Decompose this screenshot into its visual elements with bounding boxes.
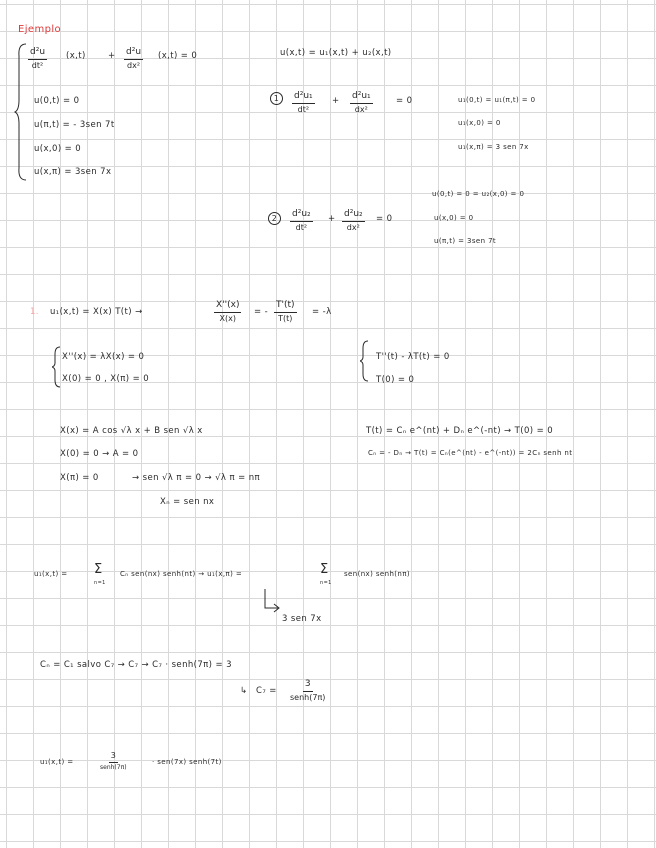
final-lhs: u₁(x,t) = <box>40 758 74 766</box>
coefficient-c7-label: C₇ = <box>256 686 277 696</box>
p1-condition-3: u₁(x,π) = 3 sen 7x <box>458 143 529 151</box>
system-brace <box>14 42 28 182</box>
sum-index-2: n=1 <box>320 580 332 586</box>
pde-args-2: (x,t) = 0 <box>158 51 198 61</box>
boundary-condition-2: u(π,t) = - 3sen 7t <box>34 120 115 130</box>
p1-rhs: = 0 <box>396 96 413 106</box>
coefficient-arrow: ↳ <box>240 686 248 696</box>
t-system-eq-2: T(0) = 0 <box>376 375 415 385</box>
page-title: Ejemplo <box>18 24 62 35</box>
final-rhs: · sen(7x) senh(7t) <box>152 758 222 766</box>
problem-2-eq <box>268 212 281 225</box>
separation-lhs: u₁(x,t) = X(x) T(t) → <box>50 307 143 317</box>
p2-condition-3: u(π,t) = 3sen 7t <box>434 237 497 245</box>
x-system-eq-1: X''(x) = λX(x) = 0 <box>62 352 145 362</box>
coefficient-c7-fraction: 3 senh(7π) <box>290 679 326 702</box>
p2-fraction-1: $\frac{\text{d²u₂}}{\text{dt²}}$ <box>292 209 311 232</box>
x-solution-3b: → sen √λ π = 0 → √λ π = nπ <box>132 473 260 483</box>
boundary-condition-1: u(0,t) = 0 <box>34 96 80 106</box>
separation-fraction-t: $\frac{T'(t)}{T(t)}$ <box>276 300 295 323</box>
pde-fraction-1: $\frac{\text{d²u}}{\text{dt²}}$ <box>30 47 46 70</box>
x-solution-2: X(0) = 0 → A = 0 <box>60 449 139 459</box>
x-solution-3: X(π) = 0 <box>60 473 99 483</box>
problem-2-marker: 2 <box>268 212 281 225</box>
sum-symbol-2: Σ <box>320 562 329 577</box>
problem-1-marker: 1 <box>270 92 283 105</box>
boundary-condition-3: u(x,0) = 0 <box>34 144 82 154</box>
series-lhs: u₁(x,t) = <box>34 570 68 578</box>
separation-fraction-x: $\frac{X''(x)}{X(x)}$ <box>216 300 240 323</box>
p2-plus: + <box>328 214 336 224</box>
pde-plus: + <box>108 51 116 61</box>
separation-mid: = - <box>254 307 269 317</box>
boundary-condition-4: u(x,π) = 3sen 7x <box>34 167 112 177</box>
pde-fraction-2: $\frac{\text{d²u}}{\text{dx²}}$ <box>126 47 142 70</box>
p2-rhs: = 0 <box>376 214 393 224</box>
x-system-eq-2: X(0) = 0 , X(π) = 0 <box>62 374 150 384</box>
down-arrow <box>262 588 282 616</box>
t-solution-2: Cₙ = - Dₙ → T(t) = Cₙ(e^(nt) - e^(-nt)) = 2Cₙ senh nt <box>368 449 573 457</box>
p1-condition-2: u₁(x,0) = 0 <box>458 119 501 127</box>
boundary-value: 3 sen 7x <box>282 614 322 624</box>
p2-condition-2: u(x,0) = 0 <box>434 214 474 222</box>
t-system-brace <box>360 340 370 382</box>
p1-plus: + <box>332 96 340 106</box>
step-bullet: 1. <box>30 307 39 317</box>
p2-condition-1: u(0,t) = 0 = u₂(x,0) = 0 <box>432 190 525 198</box>
t-system-eq-1: T''(t) - λT(t) = 0 <box>376 352 450 362</box>
final-fraction: 3 senh(7π) <box>100 751 127 771</box>
x-system-brace <box>52 346 62 388</box>
pde-args-1: (x,t) <box>66 51 86 61</box>
x-eigenfunction: Xₙ = sen nx <box>160 497 215 507</box>
coefficient-line: Cₙ = C₁ salvo C₇ → C₇ → C₇ · senh(7π) = 3 <box>40 660 232 670</box>
problem-1-eq <box>270 92 283 105</box>
separation-rhs: = -λ <box>312 307 332 317</box>
p2-fraction-2: $\frac{\text{d²u₂}}{\text{dx²}}$ <box>344 209 363 232</box>
sum-symbol-1: Σ <box>94 562 103 577</box>
p1-condition-1: u₁(0,t) = u₁(π,t) = 0 <box>458 96 536 104</box>
t-solution-1: T(t) = Cₙ e^(nt) + Dₙ e^(-nt) → T(0) = 0 <box>366 426 554 436</box>
sum-index-1: n=1 <box>94 580 106 586</box>
series-boundary: sen(nx) senh(nπ) <box>344 570 410 578</box>
p1-fraction-1: $\frac{\text{d²u₁}}{\text{dt²}}$ <box>294 91 313 114</box>
p1-fraction-2: $\frac{\text{d²u₁}}{\text{dx²}}$ <box>352 91 371 114</box>
superposition-split: u(x,t) = u₁(x,t) + u₂(x,t) <box>280 48 392 58</box>
x-solution-1: X(x) = A cos √λ x + B sen √λ x <box>60 426 203 436</box>
series-general: Cₙ sen(nx) senh(nt) → u₁(x,π) = <box>120 570 243 578</box>
